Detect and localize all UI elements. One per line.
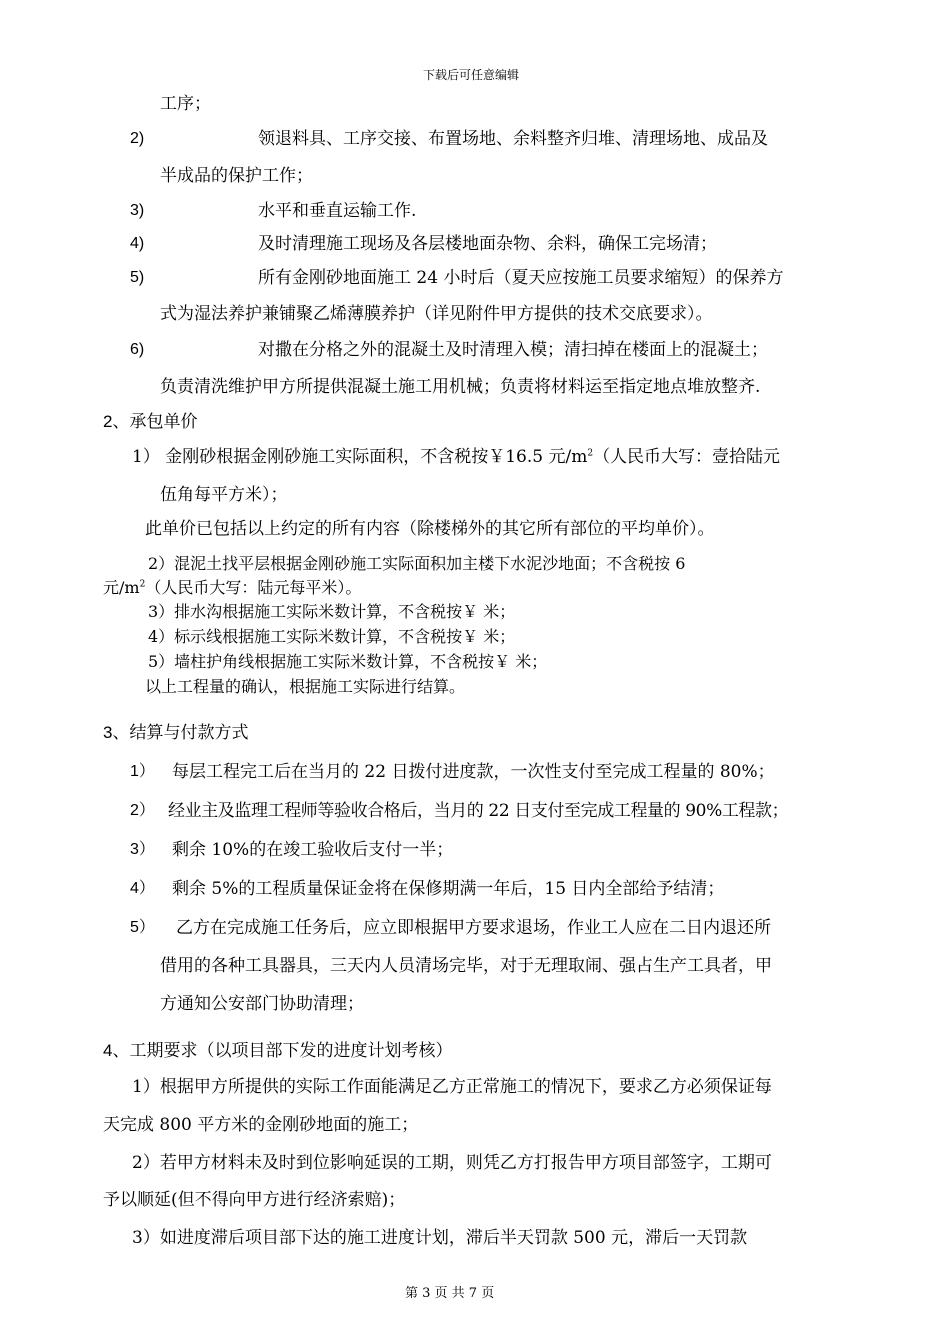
list-number: 5） <box>130 919 155 936</box>
section-heading: 3、结算与付款方式 <box>103 723 249 742</box>
list-item-continuation: 半成品的保护工作； <box>160 166 313 186</box>
list-item-continuation: 借用的各种工具器具，三天内人员清场完毕，对于无理取闹、强占生产工具者，甲 <box>160 956 772 976</box>
list-item-continuation: 方通知公安部门协助清理； <box>160 994 364 1014</box>
list-number: 4） <box>130 880 155 897</box>
page-header: 下载后可任意编辑 <box>423 68 520 82</box>
paragraph-line <box>132 446 780 468</box>
list-item-text: 及时清理施工现场及各层楼地面杂物、余料，确保工完场清； <box>258 234 717 254</box>
price-text-tail: （人民币大写：壹拾陆元 <box>593 447 781 467</box>
list-number: 1） <box>130 763 155 780</box>
paragraph-line <box>103 577 361 599</box>
paragraph-line: 4）标示线根据施工实际米数计算，不含税按￥ 米； <box>148 627 516 646</box>
paragraph-line: 此单价已包括以上约定的所有内容（除楼梯外的其它所有部位的平均单价）。 <box>145 519 715 539</box>
list-item-text: 所有金刚砂地面施工 24 小时后（夏天应按施工员要求缩短）的保养方 <box>258 268 784 288</box>
unit-text-tail: （人民币大写：陆元每平米）。 <box>145 578 362 597</box>
list-item-continuation: 式为湿法养护兼铺聚乙烯薄膜养护（详见附件甲方提供的技术交底要求）。 <box>160 304 713 324</box>
paragraph-line: 1）根据甲方所提供的实际工作面能满足乙方正常施工的情况下，要求乙方必须保证每 <box>132 1077 772 1097</box>
list-item-text: 对撒在分格之外的混凝土及时清理入模；清扫掉在楼面上的混凝土； <box>258 340 768 360</box>
paragraph-line: 5）墙柱护角线根据施工实际米数计算，不含税按￥ 米； <box>148 652 548 671</box>
paragraph-line: 天完成 800 平方米的金刚砂地面的施工； <box>103 1115 419 1135</box>
list-item-text: 经业主及监理工程师等验收合格后，当月的 22 日支付至完成工程量的 90%工程款； <box>168 801 789 821</box>
list-number: 5) <box>130 269 145 286</box>
superscript: 2 <box>587 448 594 459</box>
paragraph-line: 3）如进度滞后项目部下达的施工进度计划，滞后半天罚款 500 元，滞后一天罚款 <box>132 1228 748 1248</box>
paragraph-line: 3）排水沟根据施工实际米数计算，不含税按￥ 米； <box>148 602 516 621</box>
page-footer: 第 3 页 共 7 页 <box>405 1286 495 1301</box>
list-item-text: 剩余 10%的在竣工验收后支付一半； <box>172 840 454 860</box>
list-item-text: 乙方在完成施工任务后，应立即根据甲方要求退场，作业工人应在二日内退还所 <box>176 918 771 938</box>
list-number: 3) <box>130 202 145 219</box>
section-heading: 4、工期要求（以项目部下发的进度计划考核） <box>103 1041 453 1060</box>
section-heading: 2、承包单价 <box>103 412 198 431</box>
paragraph-line: 2）混泥土找平层根据金刚砂施工实际面积加主楼下水泥沙地面；不含税按 6 <box>148 554 686 573</box>
superscript: 2 <box>139 579 146 590</box>
list-number: 4) <box>130 235 145 252</box>
paragraph-line: 伍角每平方米）； <box>160 485 288 505</box>
paragraph-line: 予以顺延(但不得向甲方进行经济索赔)； <box>103 1190 406 1210</box>
list-item-text: 剩余 5%的工程质量保证金将在保修期满一年后，15 日内全部给予结清； <box>172 879 725 899</box>
paragraph-line: 以上工程量的确认，根据施工实际进行结算。 <box>145 677 466 696</box>
list-number: 2） <box>130 802 155 819</box>
list-item-text: 水平和垂直运输工作. <box>258 201 417 221</box>
list-item-continuation: 负责清洗维护甲方所提供混凝土施工用机械；负责将材料运至指定地点堆放整齐. <box>160 377 761 397</box>
price-text: 1） 金刚砂根据金刚砂施工实际面积，不含税按￥16.5 元/m <box>132 447 588 467</box>
paragraph-line: 2）若甲方材料未及时到位影响延误的工期，则凭乙方打报告甲方项目部签字，工期可 <box>132 1153 772 1173</box>
list-item-text: 每层工程完工后在当月的 22 日拨付进度款，一次性支付至完成工程量的 80%； <box>172 762 775 782</box>
unit-text: 元/m <box>103 578 140 597</box>
list-number: 6) <box>130 341 145 358</box>
list-number: 2) <box>130 130 145 147</box>
list-number: 3） <box>130 841 155 858</box>
paragraph-line: 工序； <box>160 94 211 114</box>
list-item-text: 领退料具、工序交接、布置场地、余料整齐归堆、清理场地、成品及 <box>258 129 768 149</box>
